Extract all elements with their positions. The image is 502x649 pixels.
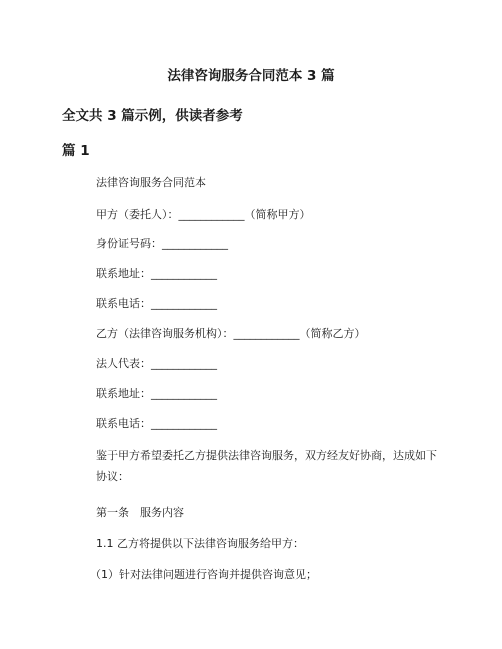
party-a-address-line: 联系地址：____________ [96,267,217,280]
contract-title-line: 法律咨询服务合同范本 [96,176,206,189]
article-one-heading: 第一条 服务内容 [96,506,184,519]
clause-1-1-item-1: （1）针对法律问题进行咨询并提供咨询意见； [90,568,317,581]
clause-1-1-line: 1.1 乙方将提供以下法律咨询服务给甲方： [96,537,304,550]
party-b-phone-line: 联系电话：____________ [96,417,217,430]
document-title: 法律咨询服务合同范本 3 篇 [167,68,335,84]
party-a-phone-line: 联系电话：____________ [96,297,217,310]
section-heading: 篇 1 [62,143,90,159]
document-subtitle: 全文共 3 篇示例，供读者参考 [62,108,243,124]
party-b-legal-rep-line: 法人代表：____________ [96,357,217,370]
party-b-line: 乙方（法律咨询服务机构）：____________（简称乙方） [96,327,366,340]
party-a-line: 甲方（委托人）：____________（简称甲方） [96,208,311,221]
party-b-address-line: 联系地址：____________ [96,387,217,400]
party-a-id-line: 身份证号码：____________ [96,237,228,250]
preamble-paragraph: 鉴于甲方希望委托乙方提供法律咨询服务，双方经友好协商，达成如下协议： [96,449,437,483]
